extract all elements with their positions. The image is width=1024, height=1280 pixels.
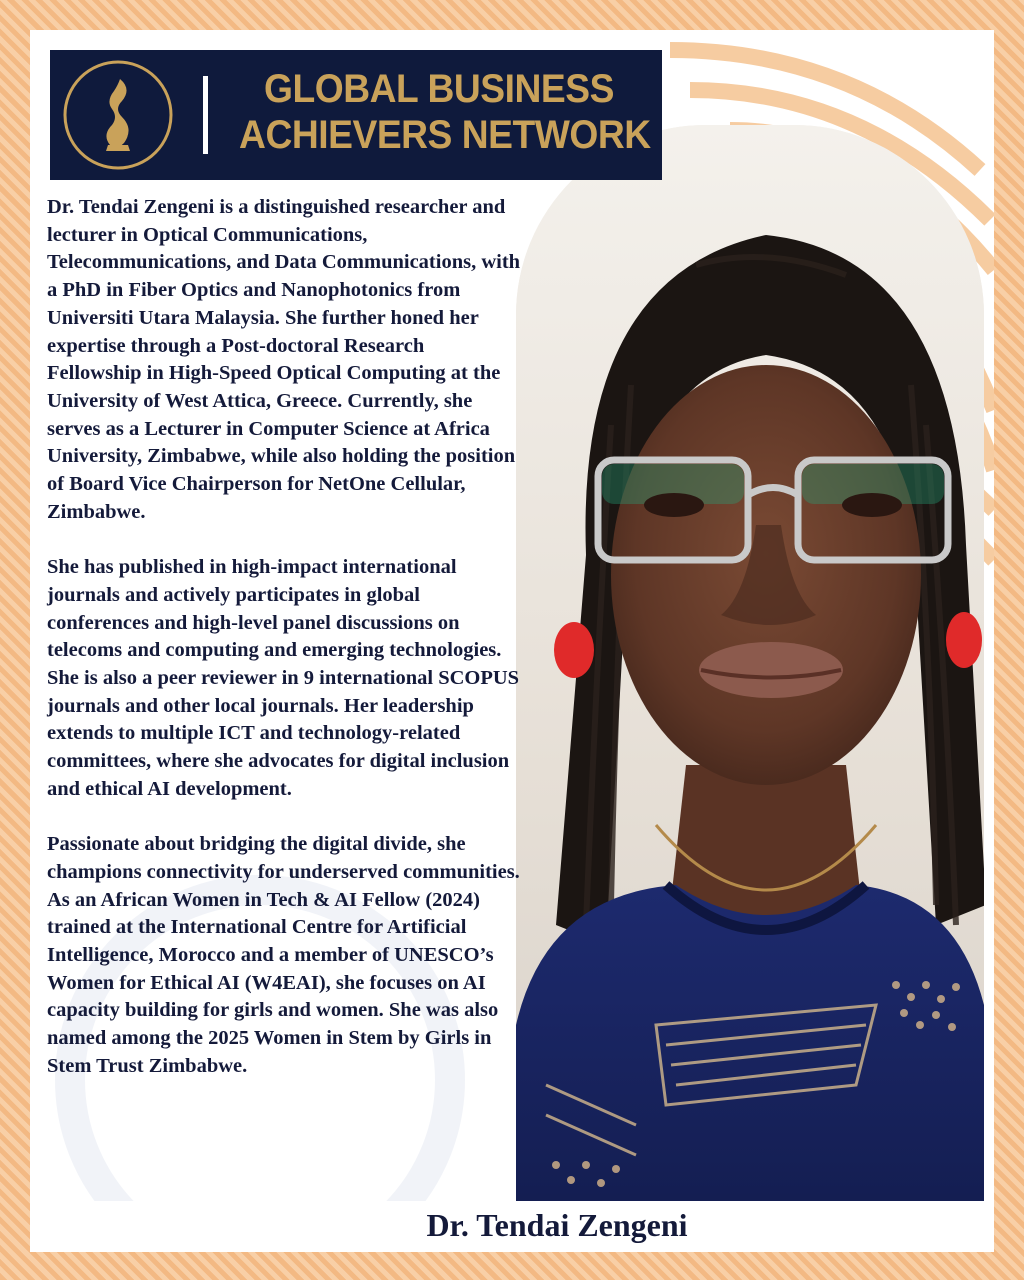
- profile-name: Dr. Tendai Zengeni: [426, 1207, 688, 1243]
- bio-paragraph-2: She has published in high-impact international journals and actively participates in global conferences and high-level panel discussions on telecoms and computing and emerging technologies. She is also a peer reviewer in 9 international SCOPUS journals and other local journals. Her leadership extends to multiple ICT and technology-related committees, where she advocates for digital inclusion and ethical AI development.: [47, 556, 520, 800]
- logo-divider: [203, 76, 208, 154]
- trophy-flame-logo-icon: [62, 59, 174, 171]
- portrait-illustration: [516, 125, 984, 1201]
- bio-paragraph-3: Passionate about bridging the digital divide, she champions connectivity for underserved communities. As an African Women in Tech & AI Fellow (2024) trained at the International Centre for Artificial Intelligence, Morocco and a member of UNESCO’s Women for Ethical AI (W4EAI), she focuses on AI capacity building for girls and women. She was also named among the 2025 Women in Stem by Girls in Stem Trust Zimbabwe.: [47, 833, 520, 1077]
- portrait-photo: [516, 125, 984, 1201]
- org-name-line-1: GLOBAL BUSINESS: [264, 67, 614, 111]
- org-name: [239, 66, 651, 166]
- org-header-banner: [50, 50, 662, 180]
- bio-text: [47, 194, 521, 1080]
- org-name-line-2: ACHIEVERS NETWORK: [239, 113, 651, 157]
- bio-paragraph-1: Dr. Tendai Zengeni is a distinguished researcher and lecturer in Optical Communications, Telecommunications, and Data Communications, with a PhD in Fiber Optics and Nanophotonics from Universiti Utara Malaysia. She further honed her expertise through a Post-doctoral Research Fellowship in High-Speed Optical Computing at the University of West Attica, Greece. Currently, she serves as a Lecturer in Computer Science at Africa University, Zimbabwe, while also holding the position of Board Vice Chairperson for NetOne Cellular, Zimbabwe.: [47, 196, 521, 523]
- profile-card: [30, 30, 994, 1252]
- name-caption-bar: [30, 1201, 994, 1252]
